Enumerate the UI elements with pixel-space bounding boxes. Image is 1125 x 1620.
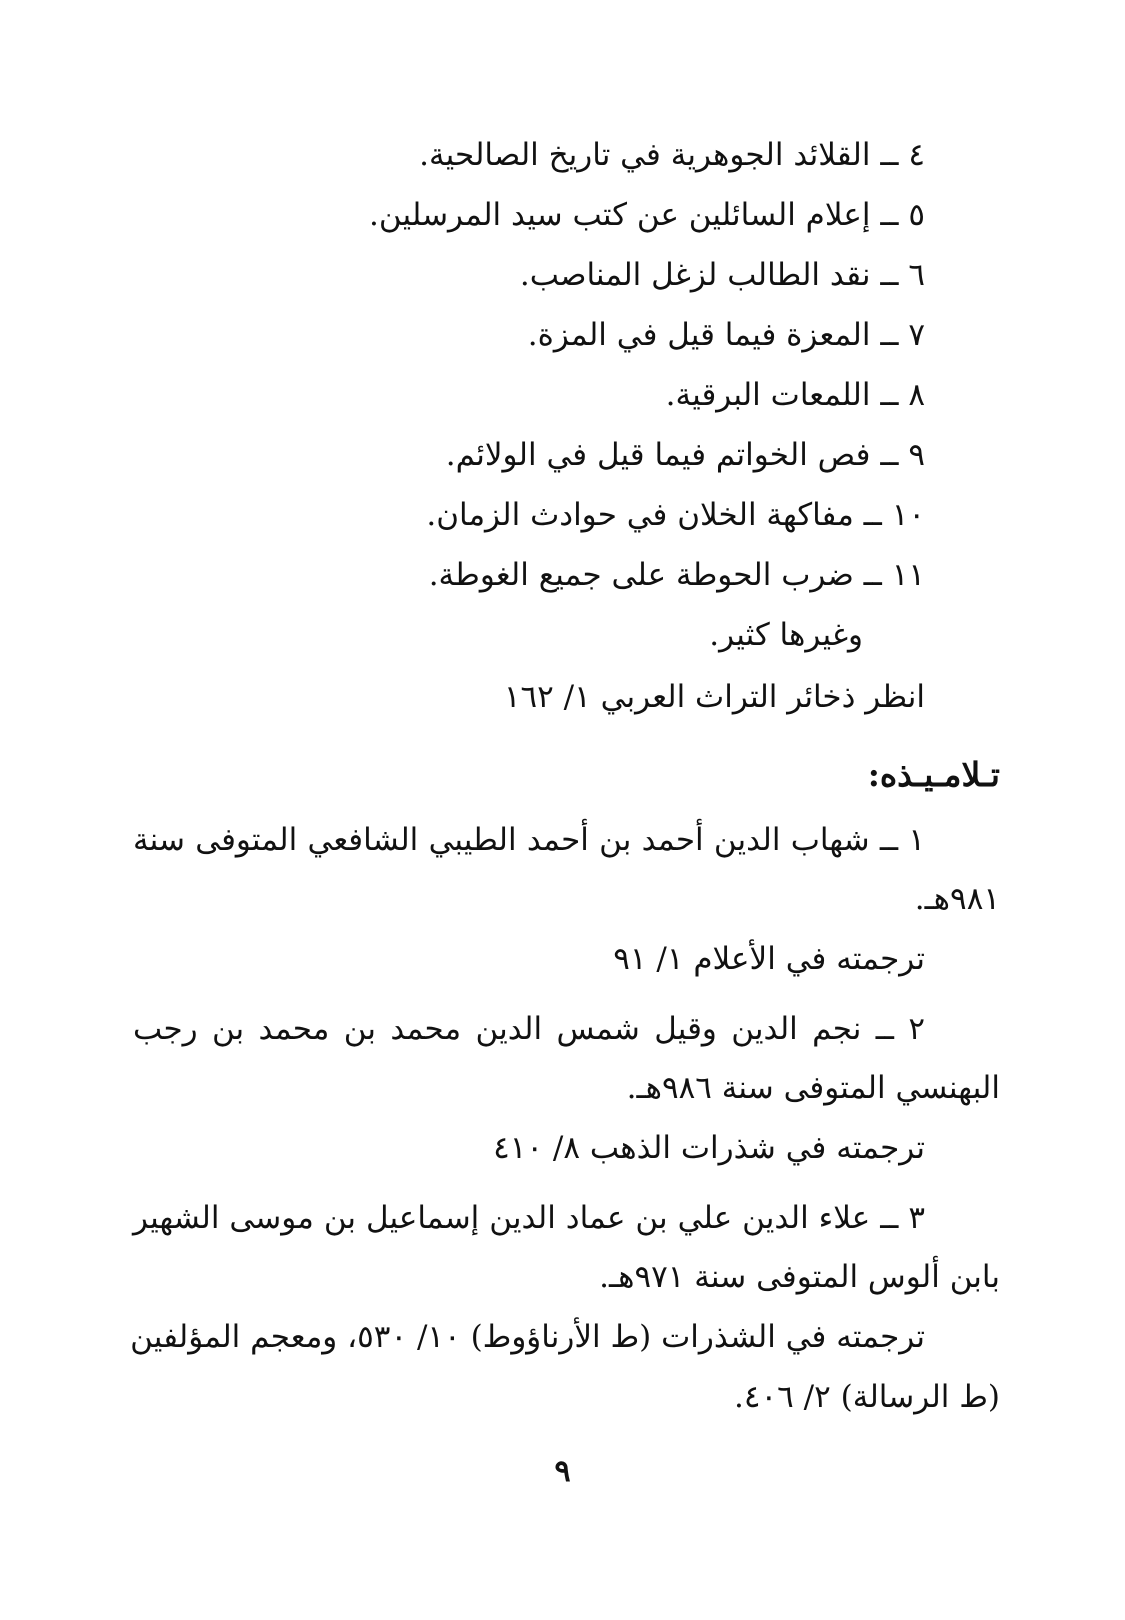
list-item: ٤ ــ القلائد الجوهرية في تاريخ الصالحية. bbox=[419, 137, 925, 173]
student-1-reference: ترجمته في الأعلام ١/ ٩١ bbox=[613, 941, 925, 977]
list-item: ٨ ــ اللمعات البرقية. bbox=[665, 377, 925, 413]
students-heading: تـلامـيـذه: bbox=[867, 755, 1000, 794]
student-2-reference: ترجمته في شذرات الذهب ٨/ ٤١٠ bbox=[493, 1130, 925, 1166]
student-3-line-2: بابن ألوس المتوفى سنة ٩٧١هـ. bbox=[599, 1259, 1000, 1295]
student-3-line-1: ٣ ــ علاء الدين علي بن عماد الدين إسماعيل بن موسى الشهير bbox=[133, 1200, 925, 1236]
list-item: ٧ ــ المعزة فيما قيل في المزة. bbox=[527, 317, 925, 353]
others-note: وغيرها كثير. bbox=[709, 617, 863, 653]
student-2-line-1: ٢ ــ نجم الدين وقيل شمس الدين محمد بن محمد بن رجب bbox=[133, 1011, 925, 1047]
student-3-reference-line-2: (ط الرسالة) ٢/ ٤٠٦. bbox=[734, 1379, 1000, 1415]
page-number: ٩ bbox=[554, 1454, 571, 1489]
student-1-line-1: ١ ــ شهاب الدين أحمد بن أحمد الطيبي الشافعي المتوفى سنة bbox=[133, 822, 925, 858]
list-item: ٦ ــ نقد الطالب لزغل المناصب. bbox=[519, 257, 925, 293]
list-item: ١١ ــ ضرب الحوطة على جميع الغوطة. bbox=[428, 557, 925, 593]
student-1-line-2: ٩٨١هـ. bbox=[914, 881, 1000, 917]
list-item: ٩ ــ فص الخواتم فيما قيل في الولائم. bbox=[445, 437, 925, 473]
list-item: ٥ ــ إعلام السائلين عن كتب سيد المرسلين. bbox=[369, 197, 925, 233]
student-2-line-2: البهنسي المتوفى سنة ٩٨٦هـ. bbox=[626, 1070, 1000, 1106]
reference-line: انظر ذخائر التراث العربي ١/ ١٦٢ bbox=[503, 679, 925, 715]
student-3-reference-line-1: ترجمته في الشذرات (ط الأرناؤوط) ١٠/ ٥٣٠، ومعجم المؤلفين bbox=[130, 1319, 925, 1355]
list-item: ١٠ ــ مفاكهة الخلان في حوادث الزمان. bbox=[426, 497, 925, 533]
